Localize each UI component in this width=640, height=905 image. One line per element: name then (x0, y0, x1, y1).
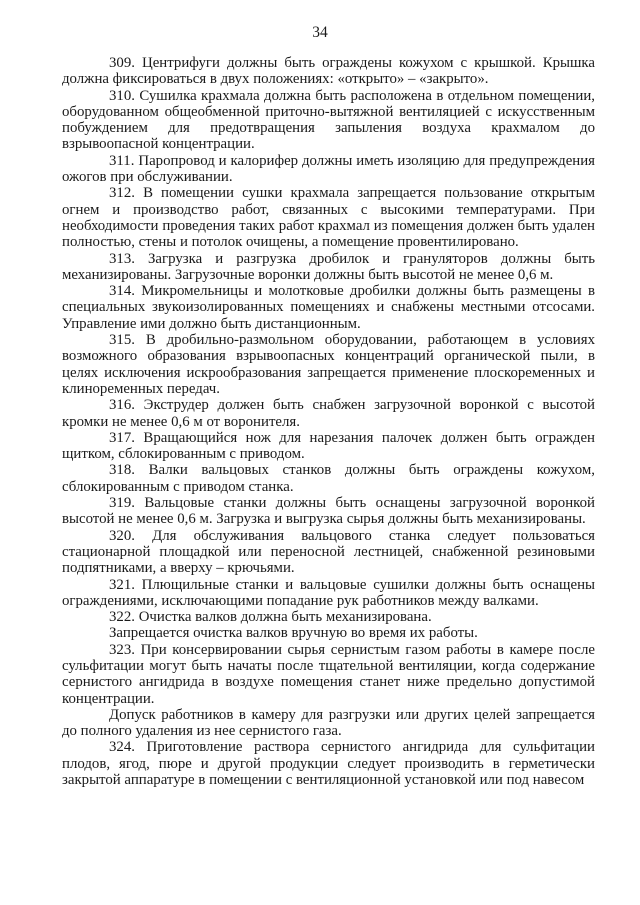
paragraph-318: 318. Валки вальцовых станков должны быть ограждены кожухом, сблокированным с приводом станка. (62, 462, 595, 495)
paragraph-310: 310. Сушилка крахмала должна быть расположена в отдельном помещении, оборудованном общеобменной приточно-вытяжной вентиляцией с искусственным побуждением для предотвращения запыления воздуха крахмалом до взрывоопасной концентрации. (62, 87, 595, 153)
paragraph-324: 324. Приготовление раствора сернистого ангидрида для сульфитации плодов, ягод, пюре и другой продукции следует производить в герметически закрытой аппаратуре в помещении с вентиляционной установкой или под навесом (62, 739, 595, 789)
paragraph-321: 321. Плющильные станки и вальцовые сушилки должны быть оснащены ограждениями, исключающими попадание рук работников между валками. (62, 576, 595, 609)
paragraph-311: 311. Паропровод и калорифер должны иметь изоляцию для предупреждения ожогов при обслуживании. (62, 152, 595, 186)
paragraph-320: 320. Для обслуживания вальцового станка следует пользоваться стационарной площадкой или переносной лестницей, снабженной резиновыми подпятниками, а вверху – крючьями. (62, 527, 595, 577)
paragraph-314: 314. Микромельницы и молотковые дробилки должны быть размещены в специальных звукоизолированных помещениях и снабжены местными отсосами. Управление ими должно быть дистанционным. (62, 283, 595, 332)
paragraph-323-continued: Допуск работников в камеру для разгрузки или других целей запрещается до полного удаления из нее сернистого газа. (62, 706, 595, 740)
paragraph-315: 315. В дробильно-размольном оборудовании, работающем в условиях возможного образования взрывоопасных концентраций органической пыли, в целях исключения искрообразования запрещается применение плоскоременных и клиноременных передач. (62, 332, 595, 397)
paragraph-316: 316. Экструдер должен быть снабжен загрузочной воронкой с высотой кромки не менее 0,6 м от воронителя. (62, 397, 595, 430)
paragraph-322: 322. Очистка валков должна быть механизирована. (109, 609, 432, 626)
page-number: 34 (312, 24, 328, 41)
paragraph-323: 323. При консервировании сырья сернистым газом работы в камере после сульфитации могут быть начаты после тщательной вентиляции, когда содержание сернистого ангидрида в воздухе помещения станет ниже предельно допустимой концентрации. (62, 641, 595, 707)
paragraph-319: 319. Вальцовые станки должны быть оснащены загрузочной воронкой высотой не менее 0,6 м. Загрузка и выгрузка сырья должны быть механизированы. (62, 495, 595, 528)
paragraph-322-continued: Запрещается очистка валков вручную во время их работы. (109, 625, 478, 642)
paragraph-312: 312. В помещении сушки крахмала запрещается пользование открытым огнем и производство работ, связанных с высокими температурами. При необходимости проведения таких работ крахмал из помещения должен быть удален полностью, стены и потолок очищены, а помещение провентилировано. (62, 185, 595, 251)
paragraph-317: 317. Вращающийся нож для нарезания палочек должен быть огражден щитком, сблокированным с приводом. (62, 429, 595, 463)
paragraph-309: 309. Центрифуги должны быть ограждены кожухом с крышкой. Крышка должна фиксироваться в двух положениях: «открыто» – «закрыто». (62, 55, 595, 88)
document-body (62, 55, 595, 788)
paragraph-313: 313. Загрузка и разгрузка дробилок и грануляторов должны быть механизированы. Загрузочные воронки должны быть высотой не менее 0,6 м. (62, 250, 595, 283)
